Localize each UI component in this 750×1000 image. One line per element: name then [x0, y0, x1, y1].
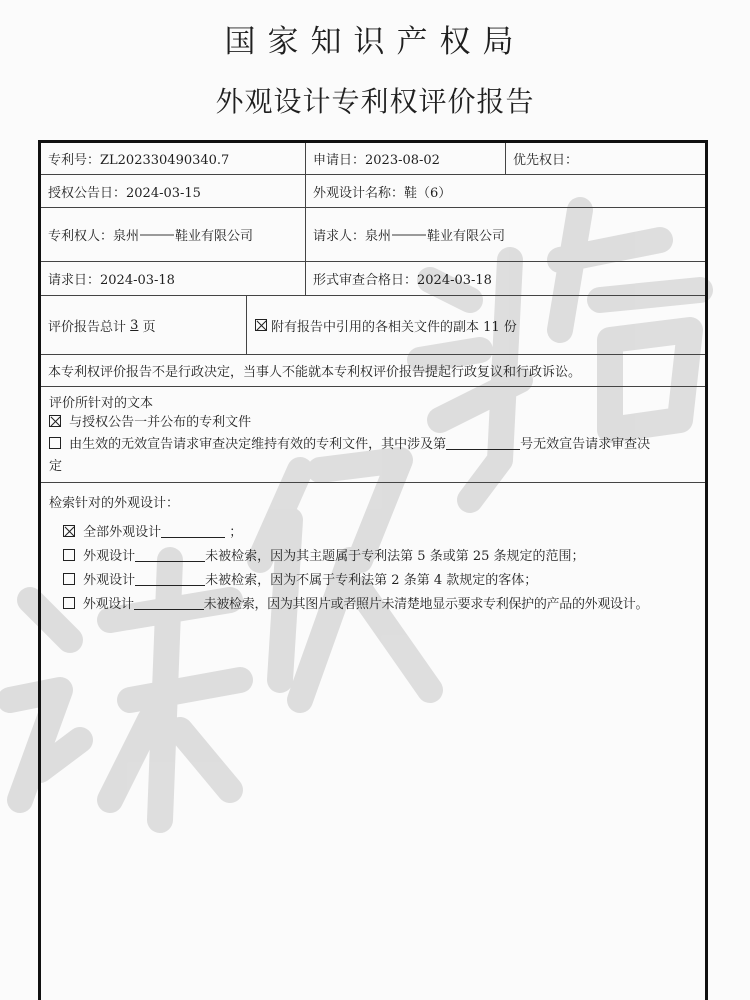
checkbox-checked-icon: [63, 525, 75, 537]
text-basis-heading: 评价所针对的文本: [49, 396, 154, 411]
search-option-all: 全部外观设计 ；: [63, 521, 242, 540]
priority-date: 优先权日：: [505, 143, 705, 174]
design-name: 外观设计名称：鞋（6）: [305, 175, 705, 207]
request-date: 请求日：2024-03-18: [48, 273, 175, 288]
legal-notice: 本专利权评价报告不是行政决定，当事人不能就本专利权评价报告提起行政复议和行政诉讼。: [48, 365, 582, 380]
checkbox-icon: [63, 573, 75, 585]
search-option-reason-2: 外观设计 未被检索，因为不属于专利法第 2 条第 4 款规定的客体；: [63, 569, 537, 588]
row-dates: [41, 262, 705, 296]
office-title: 国家知识产权局: [224, 24, 526, 60]
row-notice: [41, 355, 705, 387]
attachment-note: 附有报告中引用的各相关文件的副本 11 份: [246, 296, 705, 354]
formal-exam-date: 形式审查合格日：2024-03-18: [305, 262, 705, 295]
requester: 请求人：泉州 鞋业有限公司: [305, 208, 705, 261]
search-heading: 检索针对的外观设计：: [49, 496, 180, 511]
row-text-basis: [41, 387, 705, 483]
blank-line: [135, 573, 205, 586]
application-date: 申请日：2023-08-02: [305, 143, 505, 174]
blank-line: [134, 597, 204, 610]
patent-number: 专利号：ZL202330490340.7: [48, 153, 230, 168]
checkbox-icon: [63, 549, 75, 561]
search-section: [41, 483, 705, 1000]
checkbox-checked-icon: [255, 319, 267, 331]
page-count: 评价报告总计 3 页: [48, 317, 156, 335]
blank-line: [161, 525, 225, 538]
row-patent-info: [41, 143, 705, 175]
redaction-mark: [140, 234, 174, 236]
search-option-reason-3: 外观设计 未被检索，因为其图片或者照片未清楚地显示要求专利保护的产品的外观设计。: [63, 593, 648, 612]
row-pages: [41, 296, 705, 355]
report-form: [38, 140, 708, 1000]
checkbox-icon: [63, 597, 75, 609]
search-option-reason-1: 外观设计 未被检索，因为其主题属于专利法第 5 条或第 25 条规定的范围；: [63, 545, 585, 564]
redaction-mark: [392, 234, 426, 236]
text-basis-option-2-cont: 定: [49, 459, 63, 474]
text-basis-option-1: 与授权公告一并公布的专利文件: [49, 411, 251, 430]
patentee: 专利权人：泉州 鞋业有限公司: [48, 229, 254, 244]
checkbox-checked-icon: [49, 415, 61, 427]
row-grant: [41, 175, 705, 208]
text-basis-option-2: 由生效的无效宣告请求审查决定维持有效的专利文件，其中涉及第 号无效宣告请求审查决: [49, 433, 650, 452]
blank-line: [135, 549, 205, 562]
checkbox-icon: [49, 437, 61, 449]
blank-line: [446, 437, 520, 450]
report-title: 外观设计专利权评价报告: [215, 85, 535, 118]
grant-date: 授权公告日：2024-03-15: [48, 185, 201, 201]
row-parties: [41, 208, 705, 262]
